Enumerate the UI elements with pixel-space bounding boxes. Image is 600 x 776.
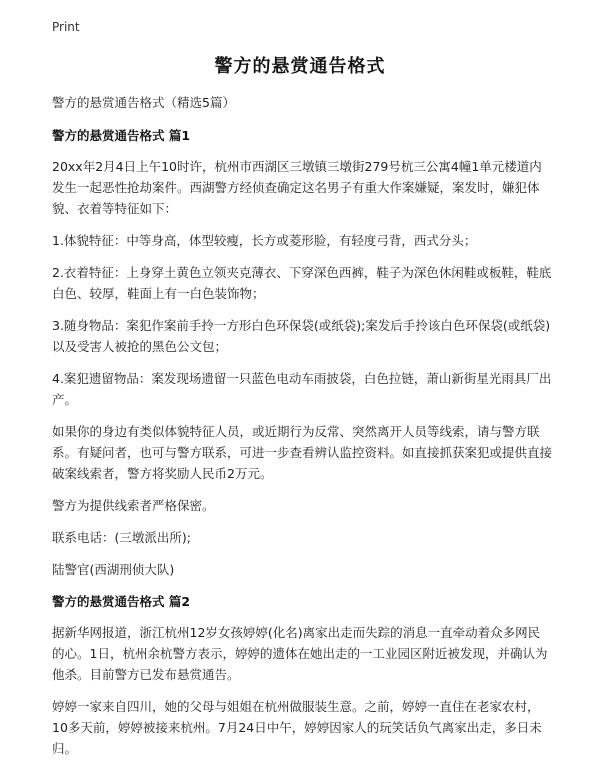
section-1-heading: 警方的悬赏通告格式 篇1 <box>52 128 191 143</box>
section-2-paragraph: 据新华网报道，浙江杭州12岁女孩婷婷(化名)离家出走而失踪的消息一直牵动着众多网民的心。1日，杭州余杭警方表示，婷婷的遗体在她出走的一工业园区附近被发现，并确认为他杀。目前警方已发布悬赏通告。 <box>52 625 548 682</box>
document-title: 警方的悬赏通告格式 <box>214 56 386 77</box>
document-subtitle: 警方的悬赏通告格式（精选5篇） <box>52 95 235 110</box>
section-1-paragraph: 3.随身物品：案犯作案前手拎一方形白色环保袋(或纸袋);案发后手拎该白色环保袋(或纸袋)以及受害人被抢的黑色公文包； <box>52 318 551 354</box>
section-1-paragraph: 4.案犯遗留物品：案发现场遗留一只蓝色电动车雨披袋，白色拉链，萧山新街星光雨具厂出产。 <box>52 371 552 407</box>
contact-officer: 陆警官(西湖刑侦大队) <box>52 562 175 577</box>
section-1-paragraph: 如果你的身边有类似体貌特征人员，或近期行为反常、突然离开人员等线索，请与警方联系。有疑问者，也可与警方联系，可进一步查看辨认监控资料。如直接抓获案犯或提供直接破案线索者，警方将奖励人民币2万元。 <box>52 424 553 481</box>
print-link[interactable]: Print <box>52 20 80 34</box>
section-1-paragraph: 1.体貌特征：中等身高，体型较瘦，长方或菱形脸，有轻度弓背，西式分头； <box>52 233 477 248</box>
section-1-paragraph: 警方为提供线索者严格保密。 <box>52 498 215 513</box>
section-1-paragraph: 2.衣着特征：上身穿土黄色立领夹克薄衣、下穿深色西裤，鞋子为深色休闲鞋或板鞋，鞋底白色、较厚，鞋面上有一白色装饰物； <box>52 265 552 301</box>
contact-phone: 联系电话：(三墩派出所); <box>52 530 191 545</box>
section-2-heading: 警方的悬赏通告格式 篇2 <box>52 594 191 609</box>
section-1-paragraph: 20xx年2月4日上午10时许，杭州市西湖区三墩镇三墩街279号杭三公寓4幢1单元楼道内发生一起恶性抢劫案件。西湖警方经侦查确定这名男子有重大作案嫌疑，案发时，嫌犯体貌、衣着等特征如下： <box>52 159 542 216</box>
document-body <box>52 92 552 770</box>
section-2-paragraph: 婷婷一家来自四川，她的父母与姐姐在杭州做服装生意。之前，婷婷一直住在老家农村，10多天前，婷婷被接来杭州。7月24日中午，婷婷因家人的玩笑话负气离家出走，多日未归。 <box>52 699 542 756</box>
